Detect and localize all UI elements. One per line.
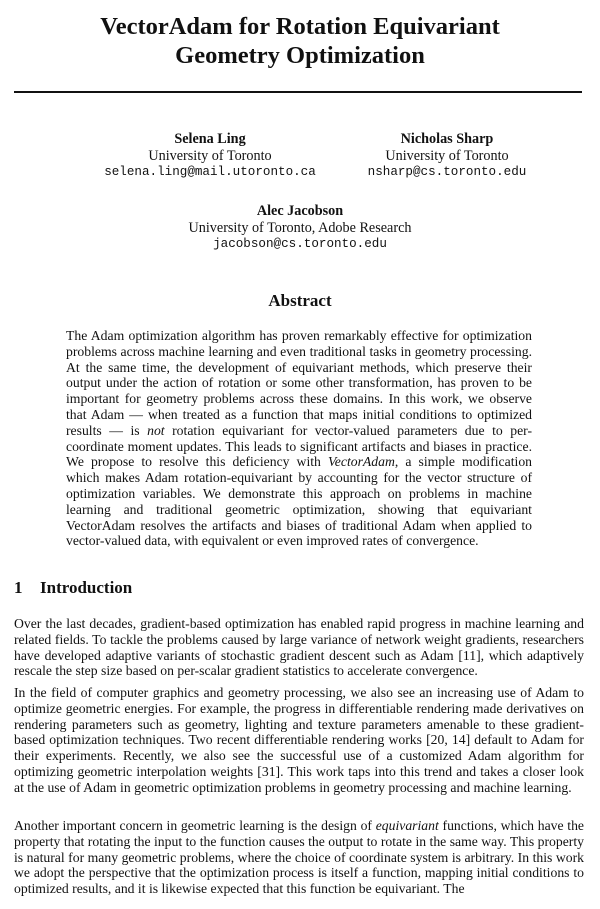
author-email: jacobson@cs.toronto.edu — [213, 237, 387, 251]
paper-title — [0, 12, 600, 70]
abstract-text: rotation equivariant for vector-valued parameters due to per-coordinate moment updates. This leads to significant artifacts and biases in practice. We propose to resolve this deficiency with — [66, 422, 532, 470]
title-line-2: Geometry Optimization — [175, 42, 425, 69]
abstract-body — [66, 328, 532, 549]
body-paragraph: Over the last decades, gradient-based optimization has enabled rapid progress in machine learning and related fields. To tackle the problems caused by large variance of network weight gradients, researchers have developed adaptive variants of stochastic gradient descent such as Adam [11], which adaptively rescale the step size based on per-scalar gradient statistics to accelerate convergence. — [14, 616, 584, 679]
paragraph-text: Another important concern in geometric learning is the design of — [14, 818, 376, 833]
abstract-heading: Abstract — [268, 291, 332, 310]
author-email: selena.ling@mail.utoronto.ca — [104, 165, 316, 179]
title-rule — [14, 91, 582, 93]
paragraph-text: functions, which have the property that rotating the input to the function causes the output to rotate in the same way. This property is natural for many geometric problems, where the choice of coordinate system is arbitrary. In this work we adopt the perspective that the optimization process is itself a function, mapping initial conditions to optimized results, and it is likewise expected that this function be equivariant. The — [14, 818, 585, 897]
abstract-text: , a simple modification which makes Adam rotation-equivariant by accounting for the vector structure of optimization variables. We demonstrate this approach on problems in machine learning and traditional geometric optimization, showing that equivariant VectorAdam resolves the artifacts and biases of traditional Adam when applied to vector-valued data, with equivalent or even improved rates of convergence. — [66, 454, 533, 549]
author-name: Alec Jacobson — [256, 203, 344, 219]
author-affiliation: University of Toronto — [148, 147, 272, 164]
abstract-emphasis: not — [147, 422, 165, 438]
body-paragraph — [14, 818, 584, 897]
paragraph-emphasis: equivariant — [375, 818, 439, 833]
abstract-emphasis: VectorAdam — [327, 454, 395, 470]
section-title: Introduction — [40, 578, 133, 597]
author-name: Selena Ling — [174, 131, 246, 147]
title-line-1: VectorAdam for Rotation Equivariant — [100, 13, 500, 40]
author-affiliation: University of Toronto, Adobe Research — [188, 219, 412, 236]
author-block — [307, 131, 587, 181]
body-paragraph: In the field of computer graphics and geometry processing, we also see an increasing use of Adam to optimize geometric energies. For example, the progress in differentiable rendering made derivatives on rendering parameters such as geometry, lighting and texture parameters amenable to these gradient-based optimization techniques. Two recent differentiable rendering works [20, 14] default to Adam for their experiments. Recently, we also see the successful use of a customized Adam algorithm for optimizing geometric interpolation weights [31]. This work taps into this trend and takes a closer look at the use of Adam in geometric optimization problems in geometry processing and machine learning. — [14, 685, 584, 795]
section-number: 1 — [14, 578, 23, 597]
author-block — [160, 203, 440, 253]
author-name: Nicholas Sharp — [400, 131, 494, 147]
abstract-text: The Adam optimization algorithm has proven remarkably effective for optimization problems across machine learning and even traditional tasks in geometry processing. At the same time, the development of equivariant methods, which preserve their output under the action of rotation or some other transformation, has proven to be important for geometry problems across these domains. In this work, we observe that Adam — when treated as a function that maps initial conditions to optimized results — is — [66, 328, 532, 438]
author-email: nsharp@cs.toronto.edu — [367, 165, 527, 179]
author-affiliation: University of Toronto — [385, 147, 509, 164]
section-heading — [14, 577, 132, 599]
